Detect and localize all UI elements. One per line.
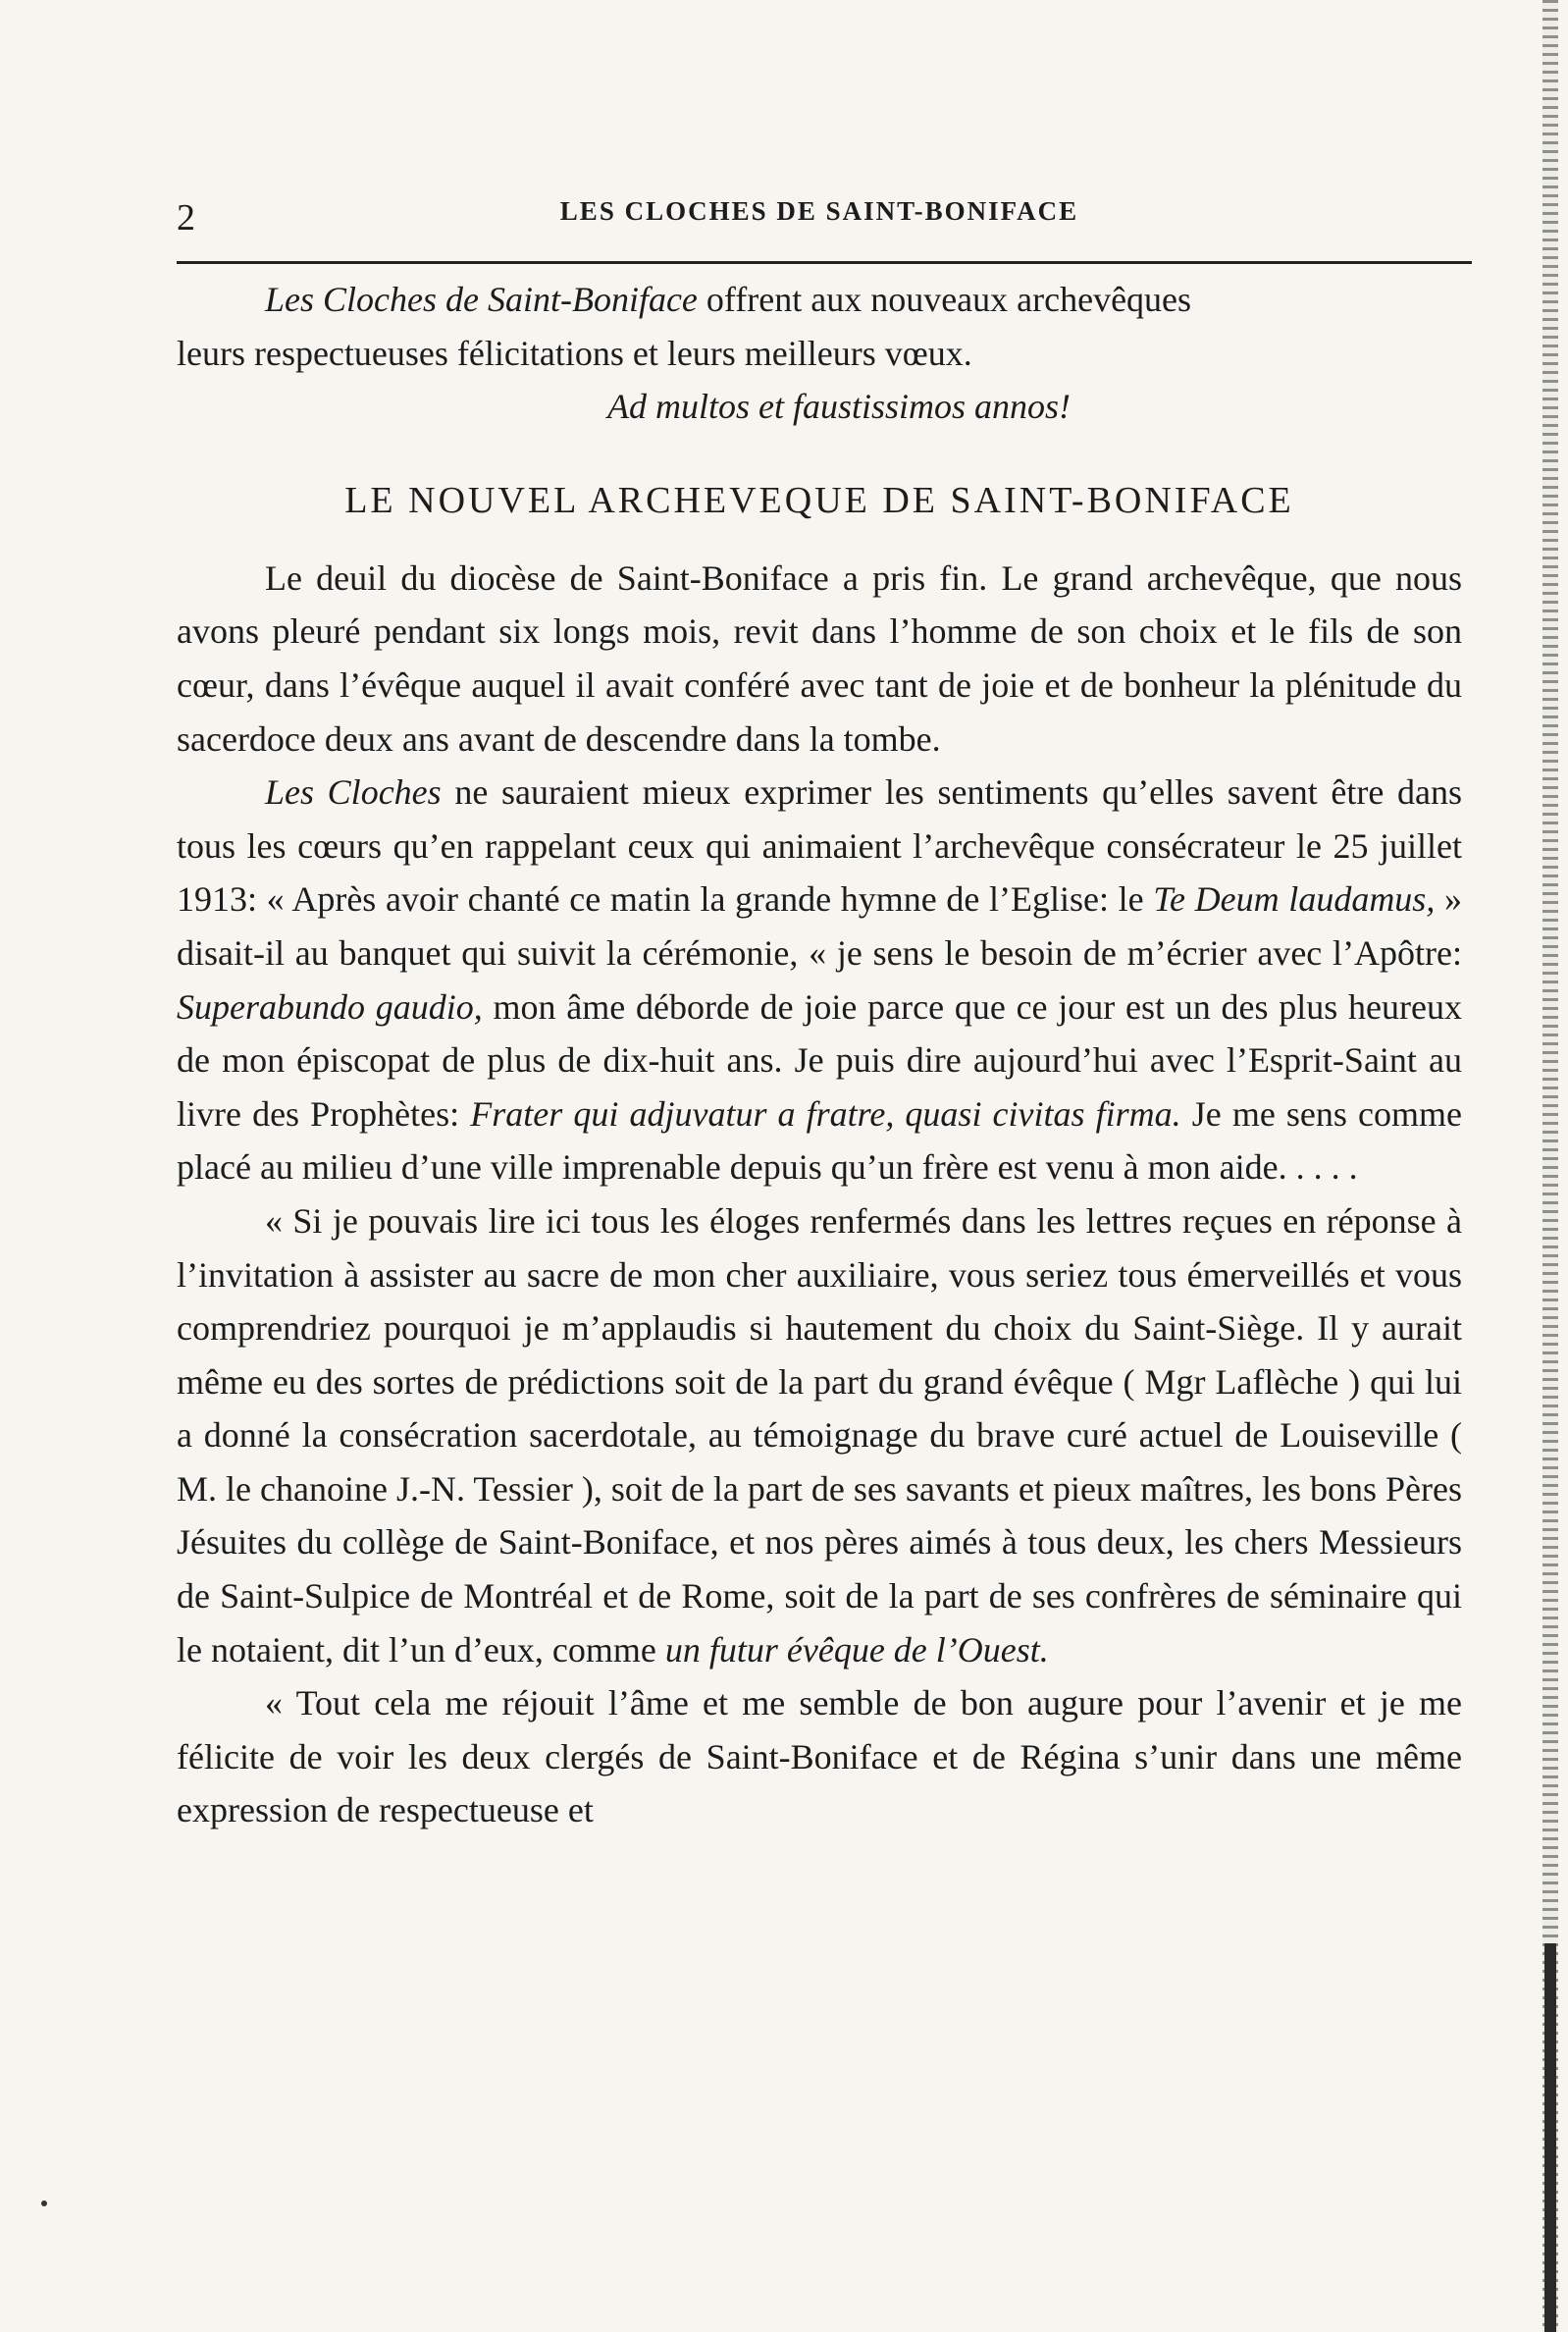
paragraph-2-italic-c: Te Deum laudamus, (1153, 879, 1436, 920)
paragraph-2-italic-a: Les Cloches (265, 772, 442, 813)
page-number: 2 (177, 197, 195, 238)
journal-title: Les Cloches de Saint-Boniface (265, 280, 698, 319)
greeting-closing: Ad multos et faustissimos annos! (606, 387, 1071, 427)
paragraph-2-italic-g: Frater qui adjuvatur a fratre, quasi civitas firma. (470, 1093, 1181, 1134)
paragraph-3 (177, 1194, 1462, 1676)
body-text (177, 273, 1462, 1837)
greeting-line-2: leurs respectueuses félicitations et leurs meilleurs vœux. (177, 333, 972, 373)
binding-edge-shadow (1544, 1943, 1556, 2332)
book-page (177, 167, 1462, 1830)
page-header (177, 167, 1462, 238)
header-rule (177, 261, 1472, 264)
greeting-line-1 (177, 273, 1462, 327)
paper-speck (41, 2200, 47, 2206)
section-title: LE NOUVEL ARCHEVEQUE DE SAINT-BONIFACE (344, 479, 1294, 521)
greeting-line-1-rest: offrent aux nouveaux archevêques (697, 280, 1192, 319)
paragraph-4: « Tout cela me réjouit l’âme et me semble de bon augure pour l’avenir et je me félicite de voir les deux clergés de Saint-Boniface et de Régina s’unir dans une même expression de respectueuse et (177, 1683, 1462, 1830)
paragraph-3-text-a: « Si je pouvais lire ici tous les éloges renfermés dans les lettres reçues en réponse à l’invitation à assister au sacre de mon cher auxiliaire, vous seriez tous émerveillés et vous comprendriez pourquoi je m’applaudis si hautement du choix du Saint-Siège. Il y aurait même eu des sortes de prédictions soit de la part du grand évêque ( Mgr Laflèche ) qui lui a donné la consécration sacerdotale, au témoignage du brave curé actuel de Louiseville ( M. le chanoine J.-N. Tessier ), soit de la part de ses savants et pieux maîtres, les bons Pères Jésuites du collège de Saint-Boniface, et nos pères aimés à tous deux, les chers Messieurs de Saint-Sulpice de Montréal et de Rome, soit de la part de ses confrères de séminaire qui le notaient, dit l’un d’eux, comme (177, 1200, 1462, 1670)
running-title: LES CLOCHES DE SAINT-BONIFACE (559, 196, 1079, 226)
paragraph-2-text-f: mon âme déborde de joie parce que ce jour est un des plus heureux de mon épiscopat de plus de dix-huit ans. Je puis dire aujourd’hui avec l’Esprit-Saint au livre des Prophètes: (177, 986, 1462, 1134)
paragraph-2 (177, 766, 1462, 1194)
paragraph-2-text-h: Je me sens comme placé au milieu d’une ville imprenable depuis qu’un frère est venu à mon aide. . . . . (177, 1093, 1462, 1188)
paragraph-2-text-b: ne sauraient mieux exprimer les sentiments qu’elles savent être dans tous les cœurs qu’en rappelant ceux qui animaient l’archevêque consécrateur le 25 juillet 1913: « Après avoir chanté ce matin la grande hymne de l’Eglise: le (177, 772, 1462, 920)
paragraph-2-italic-e: Superabundo gaudio, (177, 986, 483, 1027)
paragraph-1: Le deuil du diocèse de Saint-Boniface a pris fin. Le grand archevêque, que nous avons pleuré pendant six longs mois, revit dans l’homme de son choix et le fils de son cœur, dans l’évêque auquel il avait conféré avec tant de joie et de bonheur la plénitude du sacerdoce deux ans avant de descendre dans la tombe. (177, 557, 1462, 759)
paragraph-2-text-d: » disait-il au banquet qui suivit la cérémonie, « je sens le besoin de m’écrier avec l’Apôtre: (177, 879, 1462, 973)
paragraph-3-italic-b: un futur évêque de l’Ouest. (664, 1629, 1049, 1670)
